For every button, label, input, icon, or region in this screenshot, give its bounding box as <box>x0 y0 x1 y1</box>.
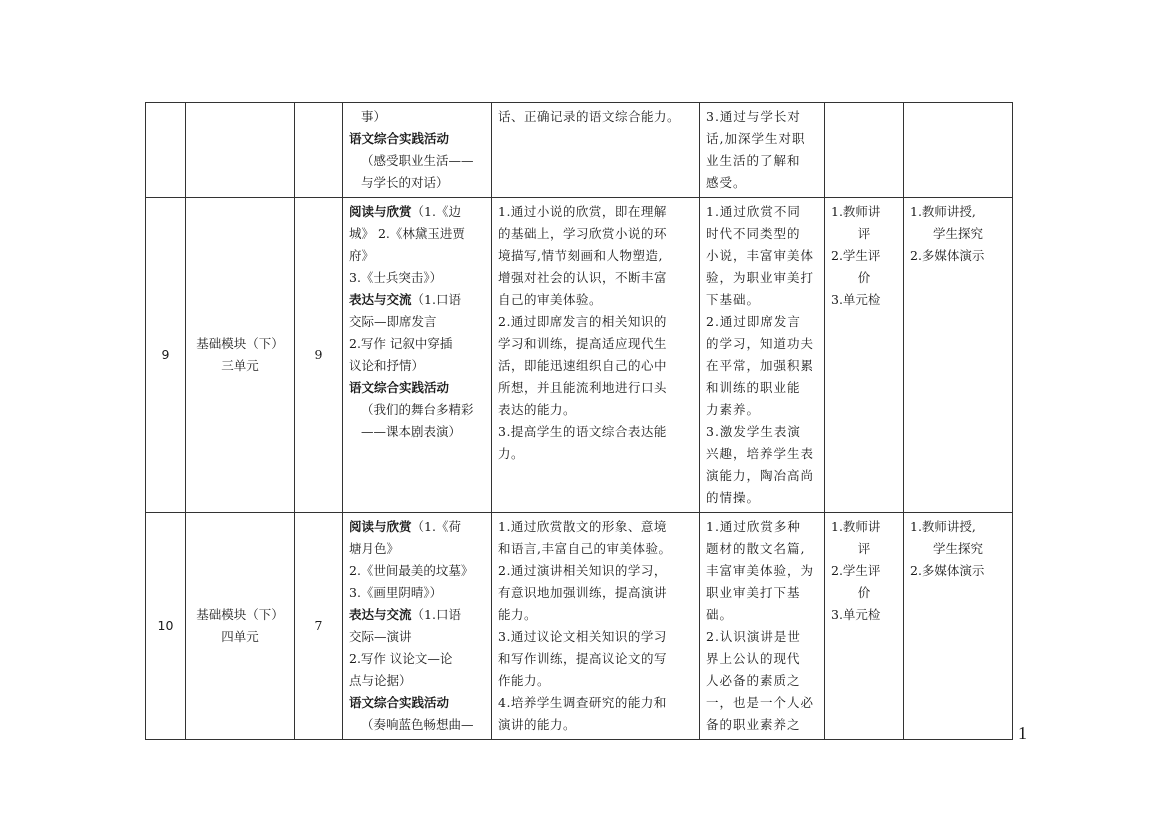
content-line: 塘月色》 <box>349 541 400 556</box>
teaching-goals-cell <box>492 103 700 198</box>
method-line: 1.教师讲授, <box>910 519 976 534</box>
table-row <box>146 513 1013 740</box>
assessment-line: 2.学生评 <box>831 563 881 578</box>
syllabus-table <box>145 102 1013 740</box>
teaching-methods-cell <box>904 198 1013 513</box>
section-label: 表达与交流 <box>349 292 412 307</box>
unit-number: 9 <box>161 347 170 362</box>
goal-line: 话、正确记录的语文综合能力。 <box>498 109 681 124</box>
content-line: 3.《画里阴晴》） <box>349 585 443 600</box>
content-line: ——课本剧表演） <box>361 424 462 439</box>
assessment-line: 2.学生评 <box>831 248 881 263</box>
content-text: （1.《边 <box>411 204 461 219</box>
goal-line: 的基础上，学习欣赏小说的环 <box>498 226 668 241</box>
experience-line: 的情操。 <box>706 490 761 505</box>
goal-line: 3.提高学生的语文综合表达能 <box>498 424 667 439</box>
goal-line: 增强对社会的认识，不断丰富 <box>498 270 668 285</box>
method-line: 学生探究 <box>932 226 983 241</box>
experience-line: 一，也是一个人必 <box>706 695 815 710</box>
professional-experience-cell <box>700 513 825 740</box>
module-cell <box>186 513 295 740</box>
experience-line: 题材的散文名篇, <box>706 541 806 556</box>
experience-line: 话,加深学生对职 <box>706 131 806 146</box>
content-line: 交际—演讲 <box>349 629 412 644</box>
experience-line: 2.认识演讲是世 <box>706 629 801 644</box>
content-line: 2.《世间最美的坟墓》 <box>349 563 474 578</box>
experience-line: 小说，丰富审美体 <box>706 248 815 263</box>
content-line: 与学长的对话） <box>361 175 449 190</box>
content-line: 点与论据） <box>349 673 412 688</box>
experience-line: 界上公认的现代 <box>706 651 801 666</box>
table-row <box>146 103 1013 198</box>
hours-cell <box>295 103 343 198</box>
content-line: 事） <box>361 109 387 124</box>
section-label: 阅读与欣赏 <box>349 204 412 219</box>
content-line: （我们的舞台多精彩 <box>361 402 474 417</box>
experience-line: 备的职业素养之 <box>706 717 801 732</box>
goal-line: 力。 <box>498 446 525 461</box>
content-line: 语文综合实践活动 <box>349 695 450 710</box>
experience-line: 础。 <box>706 607 734 622</box>
teaching-goals-cell <box>492 198 700 513</box>
goal-line: 4.培养学生调查研究的能力和 <box>498 695 667 710</box>
content-line <box>349 201 485 223</box>
module-line: 基础模块（下） <box>196 607 284 622</box>
experience-line: 演能力，陶冶高尚 <box>706 468 815 483</box>
teaching-methods-cell <box>904 513 1013 740</box>
content-line: 语文综合实践活动 <box>349 380 450 395</box>
assessment-line: 3.单元检 <box>831 292 881 307</box>
goal-line: 3.通过议论文相关知识的学习 <box>498 629 667 644</box>
experience-line: 兴趣，培养学生表 <box>706 446 815 461</box>
professional-experience-cell <box>700 198 825 513</box>
goal-line: 境描写,情节刻画和人物塑造, <box>498 248 663 263</box>
experience-line: 1.通过欣赏多种 <box>706 519 801 534</box>
experience-line: 感受。 <box>706 175 747 190</box>
unit-number-cell <box>146 198 186 513</box>
experience-line: 业生活的了解和 <box>706 153 801 168</box>
table-row <box>146 198 1013 513</box>
experience-line: 丰富审美体验，为 <box>706 563 815 578</box>
content-line: 城》 2.《林黛玉进贾 <box>349 226 465 241</box>
experience-line: 2.通过即席发言 <box>706 314 801 329</box>
assessment-line: 1.教师讲 <box>831 519 881 534</box>
module-line: 基础模块（下） <box>196 336 284 351</box>
method-line: 学生探究 <box>932 541 983 556</box>
content-line: （奏响蓝色畅想曲— <box>361 717 474 732</box>
content-line: 语文综合实践活动 <box>349 131 450 146</box>
teaching-content-cell <box>343 198 492 513</box>
assessment-line: 价 <box>857 585 871 600</box>
content-line <box>349 604 485 626</box>
teaching-methods-cell <box>904 103 1013 198</box>
content-text: （1.《荷 <box>411 519 461 534</box>
content-line: 议论和抒情） <box>349 358 425 373</box>
class-hours: 9 <box>314 347 323 362</box>
assessment-cell <box>825 103 904 198</box>
hours-cell <box>295 198 343 513</box>
assessment-line: 评 <box>857 226 871 241</box>
content-text: （1.口语 <box>411 292 461 307</box>
goal-line: 2.通过即席发言的相关知识的 <box>498 314 667 329</box>
experience-line: 3.激发学生表演 <box>706 424 801 439</box>
assessment-line: 价 <box>857 270 871 285</box>
content-line: 2.写作 议论文—论 <box>349 651 453 666</box>
experience-line: 下基础。 <box>706 292 761 307</box>
unit-number-cell <box>146 103 186 198</box>
experience-line: 1.通过欣赏不同 <box>706 204 801 219</box>
goal-line: 和语言,丰富自己的审美体验。 <box>498 541 672 556</box>
teaching-content-cell <box>343 513 492 740</box>
experience-line: 时代不同类型的 <box>706 226 801 241</box>
experience-line: 验，为职业审美打 <box>706 270 815 285</box>
class-hours: 7 <box>314 618 323 633</box>
page-number: 1 <box>1018 723 1027 743</box>
experience-line: 职业审美打下基 <box>706 585 801 600</box>
teaching-goals-cell <box>492 513 700 740</box>
experience-line: 的学习，知道功夫 <box>706 336 815 351</box>
experience-line: 在平常，加强积累 <box>706 358 815 373</box>
goal-line: 作能力。 <box>498 673 551 688</box>
content-line: 2.写作 记叙中穿插 <box>349 336 453 351</box>
assessment-line: 3.单元检 <box>831 607 881 622</box>
goal-line: 1.通过小说的欣赏，即在理解 <box>498 204 667 219</box>
content-line: 交际—即席发言 <box>349 314 437 329</box>
goal-line: 2.通过演讲相关知识的学习， <box>498 563 667 578</box>
goal-line: 和写作训练，提高议论文的写 <box>498 651 668 666</box>
content-line <box>349 289 485 311</box>
content-line: 府》 <box>349 248 375 263</box>
module-line: 三单元 <box>221 358 259 373</box>
method-line: 2.多媒体演示 <box>910 563 985 578</box>
table-body <box>146 103 1013 740</box>
goal-line: 1.通过欣赏散文的形象、意境 <box>498 519 667 534</box>
module-line: 四单元 <box>221 629 259 644</box>
goal-line: 活，即能迅速组织自己的心中 <box>498 358 668 373</box>
goal-line: 能力。 <box>498 607 538 622</box>
professional-experience-cell <box>700 103 825 198</box>
method-line: 2.多媒体演示 <box>910 248 985 263</box>
goal-line: 表达的能力。 <box>498 402 577 417</box>
experience-line: 和训练的职业能 <box>706 380 801 395</box>
assessment-line: 评 <box>857 541 871 556</box>
section-label: 阅读与欣赏 <box>349 519 412 534</box>
module-cell <box>186 198 295 513</box>
method-line: 1.教师讲授, <box>910 204 976 219</box>
goal-line: 演讲的能力。 <box>498 717 577 732</box>
unit-number: 10 <box>157 618 174 633</box>
experience-line: 人必备的素质之 <box>706 673 801 688</box>
experience-line: 3.通过与学长对 <box>706 109 801 124</box>
goal-line: 自己的审美体验。 <box>498 292 603 307</box>
module-cell <box>186 103 295 198</box>
content-line: （感受职业生活—— <box>361 153 474 168</box>
content-text: （1.口语 <box>411 607 461 622</box>
content-line <box>349 516 485 538</box>
goal-line: 有意识地加强训练，提高演讲 <box>498 585 668 600</box>
section-label: 表达与交流 <box>349 607 412 622</box>
assessment-cell <box>825 198 904 513</box>
content-line: 3.《士兵突击》） <box>349 270 443 285</box>
assessment-line: 1.教师讲 <box>831 204 881 219</box>
experience-line: 力素养。 <box>706 402 761 417</box>
unit-number-cell <box>146 513 186 740</box>
teaching-content-cell <box>343 103 492 198</box>
goal-line: 学习和训练，提高适应现代生 <box>498 336 668 351</box>
hours-cell <box>295 513 343 740</box>
goal-line: 所想，并且能流利地进行口头 <box>498 380 668 395</box>
assessment-cell <box>825 513 904 740</box>
